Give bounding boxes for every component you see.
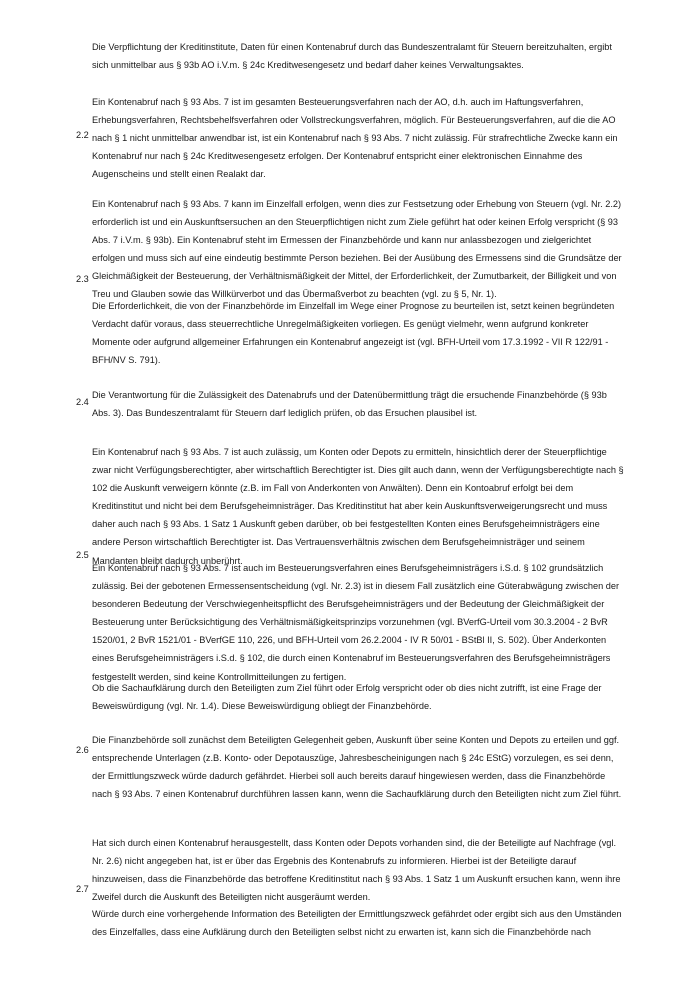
section-number-2-5: 2.5 (76, 550, 89, 560)
paragraph-2-4: Die Verantwortung für die Zulässigkeit des Datenabrufs und der Datenübermittlung trägt die ersuchende Finanzbehörde (§ 93b Abs. 3). Das Bundeszentralamt für Steuern darf lediglich prüfen, ob das Ersuchen plausibel ist. (92, 390, 607, 419)
paragraph-2-7-a: Hat sich durch einen Kontenabruf herausgestellt, dass Konten oder Depots vorhanden sind, die der Beteiligte auf Nachfrage (vgl. Nr. 2.6) nicht angegeben hat, ist er über das Ergebnis des Kontenabrufs zu informieren. Hierbei ist der Beteiligte darauf hinzuweisen, dass die Finanzbehörde das betroffene Kreditinstitut nach § 93 Abs. 1 Satz 1 um Auskunft ersuchen kann, wenn ihre Zweifel durch die Auskunft des Beteiligten nicht ausgeräumt werden. (92, 838, 621, 903)
paragraph-2-3-a: Ein Kontenabruf nach § 93 Abs. 7 kann im Einzelfall erfolgen, wenn dies zur Festsetzung oder Erhebung von Steuern (vgl. Nr. 2.2) erforderlich ist und ein Auskunftsersuchen an den Steuerpflichtigen nicht zum Ziele geführt hat oder keinen Erfolg verspricht (§ 93 Abs. 7 i.V.m. § 93b). Ein Kontenabruf steht im Ermessen der Finanzbehörde und kann nur anlassbezogen und zielgerichtet erfolgen und muss sich auf eine eindeutig bestimmte Person beziehen. Bei der Ausübung des Ermessens sind die Grundsätze der Gleichmäßigkeit der Besteuerung, der Verhältnismäßigkeit der Mittel, der Erforderlichkeit, der Zumutbarkeit, der Billigkeit und von Treu und Glauben sowie das Willkürverbot und das Übermaßverbot zu beachten (vgl. zu § 5, Nr. 1). (92, 199, 622, 300)
paragraph-2-7-b: Würde durch eine vorhergehende Information des Beteiligten der Ermittlungszweck gefährdet oder ergibt sich aus den Umständen des Einzelfalles, dass eine Aufklärung durch den Beteiligten selbst nicht zu erwarten ist, kann sich die Finanzbehörde nach (92, 909, 622, 938)
section-number-2-3: 2.3 (76, 274, 89, 284)
section-number-2-4: 2.4 (76, 397, 89, 407)
paragraph-2-5-b: Ein Kontenabruf nach § 93 Abs. 7 ist auch im Besteuerungsverfahren eines Berufsgeheimnisträgers i.S.d. § 102 grundsätzlich zulässig. Bei der gebotenen Ermessensentscheidung (vgl. Nr. 2.3) ist in diesem Fall zusätzlich eine Güterabwägung zwischen der besonderen Bedeutung der Verschwiegenheitspflicht des Berufsgeheimnisträgers und der Bedeutung der Gleichmäßigkeit der Besteuerung unter Berücksichtigung des Verhältnismäßigkeitsprinzips vorzunehmen (vgl. BVerfG-Urteil vom 30.3.2004 - 2 BvR 1520/01, 2 BvR 1521/01 - BVerfGE 110, 226, und BFH-Urteil vom 26.2.2004 - IV R 50/01 - BStBl II, S. 502). Über Anderkonten eines Berufsgeheimnisträgers i.S.d. § 102, die durch einen Kontenabruf im Besteuerungsverfahren des Berufsgeheimnisträgers festgestellt werden, sind keine Kontrollmitteilungen zu fertigen. (92, 563, 620, 682)
paragraph-2-3-b: Die Erforderlichkeit, die von der Finanzbehörde im Einzelfall im Wege einer Prognose zu beurteilen ist, setzt keinen begründeten Verdacht dafür voraus, dass steuerrechtliche Unregelmäßigkeiten vorliegen. Es genügt vielmehr, wenn aufgrund konkreter Momente oder aufgrund allgemeiner Erfahrungen ein Kontenabruf angezeigt ist (vgl. BFH-Urteil vom 17.3.1992 - VII R 122/91 - BFH/NV S. 791). (92, 301, 615, 366)
paragraph-2-6-b: Die Finanzbehörde soll zunächst dem Beteiligten Gelegenheit geben, Auskunft über seine Konten und Depots zu erteilen und ggf. entsprechende Unterlagen (z.B. Konto- oder Depotauszüge, Jahresbescheinigungen nach § 24c EStG) vorzulegen, es sei denn, der Ermittlungszweck würde dadurch gefährdet. Hierbei soll auch bereits darauf hingewiesen werden, dass die Finanzbehörde nach § 93 Abs. 7 einen Kontenabruf durchführen lassen kann, wenn die Sachaufklärung durch den Beteiligten nicht zum Ziel führt. (92, 735, 622, 800)
paragraph-intro: Die Verpflichtung der Kreditinstitute, Daten für einen Kontenabruf durch das Bundeszentralamt für Steuern bereitzuhalten, ergibt sich unmittelbar aus § 93b AO i.V.m. § 24c Kreditwesengesetz und bedarf daher keines Verwaltungsaktes. (92, 42, 612, 71)
section-number-2-6: 2.6 (76, 745, 89, 755)
section-number-2-2: 2.2 (76, 130, 89, 140)
paragraph-2-5-a: Ein Kontenabruf nach § 93 Abs. 7 ist auch zulässig, um Konten oder Depots zu ermitteln, hinsichtlich derer der Steuerpflichtige zwar nicht Verfügungsberechtigter, aber wirtschaftlich Berechtigter ist. Dies gilt auch dann, wenn der Verfügungsberechtigte nach § 102 die Auskunft verweigern könnte (z.B. im Fall von Anderkonten von Anwälten). Denn ein Kontoabruf erfolgt bei dem Kreditinstitut und nicht bei dem Berufsgeheimnisträger. Das Kreditinstitut hat aber kein Auskunftsverweigerungsrecht und muss daher auch nach § 93 Abs. 1 Satz 1 Auskunft geben darüber, ob bei festgestellten Konten eines Berufsgeheimnisträgers eine andere Person wirtschaftlich Berechtigter ist. Das Vertrauensverhältnis zwischen dem Berufsgeheimnisträger und seinem Mandanten bleibt dadurch unberührt. (92, 447, 624, 566)
paragraph-2-6-a: Ob die Sachaufklärung durch den Beteiligten zum Ziel führt oder Erfolg verspricht oder ob dies nicht zutrifft, ist eine Frage der Beweiswürdigung (vgl. Nr. 1.4). Diese Beweiswürdigung obliegt der Finanzbehörde. (92, 683, 602, 712)
paragraph-2-2: Ein Kontenabruf nach § 93 Abs. 7 ist im gesamten Besteuerungsverfahren nach der AO, d.h. auch im Haftungsverfahren, Erhebungsverfahren, Rechtsbehelfsverfahren oder Vollstreckungsverfahren, möglich. Für Besteuerungsverfahren, auf die die AO nach § 1 nicht unmittelbar anwendbar ist, ist ein Kontenabruf nach § 93 Abs. 7 nicht zulässig. Für strafrechtliche Zwecke kann ein Kontenabruf nur nach § 24c Kreditwesengesetz erfolgen. Der Kontenabruf entspricht einer elektronischen Einnahme des Augenscheins und stellt einen Realakt dar. (92, 97, 618, 180)
section-number-2-7: 2.7 (76, 884, 89, 894)
